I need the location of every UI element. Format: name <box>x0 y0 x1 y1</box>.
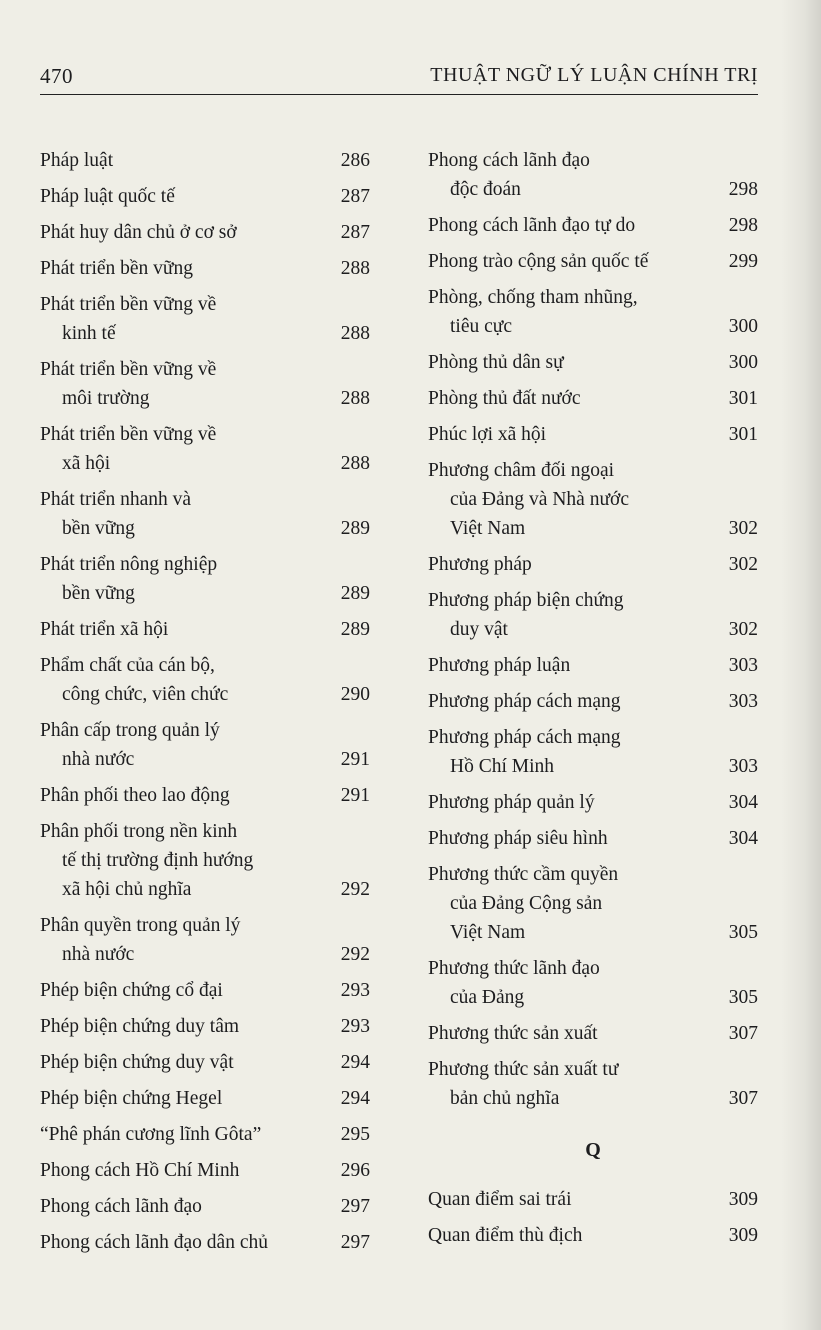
index-entry <box>428 420 758 449</box>
entry-term: Phát triển bền vững về <box>40 424 217 445</box>
entry-term-continuation: bền vững <box>62 583 135 604</box>
entry-term: Phương pháp biện chứng <box>428 590 624 611</box>
entry-page-number: 293 <box>340 1016 370 1037</box>
entry-term: Quan điểm sai trái <box>428 1189 572 1210</box>
entry-term: Phong cách lãnh đạo tự do <box>428 215 636 236</box>
entry-term: Phát triển bền vững về <box>40 294 217 315</box>
index-entry <box>428 954 758 1012</box>
index-entry <box>40 1156 370 1185</box>
index-entry <box>40 976 370 1005</box>
index-entry <box>40 911 370 969</box>
entry-term: Phát triển nông nghiệp <box>40 554 218 575</box>
entry-term: Phương pháp cách mạng <box>428 727 621 748</box>
entry-term: Phương thức sản xuất tư <box>428 1059 619 1080</box>
entry-page-number: 289 <box>340 518 370 539</box>
index-entry <box>428 348 758 377</box>
entry-page-number: 301 <box>728 424 758 445</box>
entry-page-number: 301 <box>728 388 758 409</box>
index-entry <box>428 788 758 817</box>
index-entry <box>428 1221 758 1250</box>
index-entry <box>428 824 758 853</box>
index-column-left <box>40 146 370 1264</box>
entry-page-number: 294 <box>340 1088 370 1109</box>
entry-page-number: 302 <box>728 518 758 539</box>
entry-term: Phong trào cộng sản quốc tế <box>428 251 649 272</box>
entry-term: Phát triển xã hội <box>40 619 169 640</box>
entry-term: Phong cách lãnh đạo <box>428 150 590 171</box>
entry-term: Phép biện chứng duy tâm <box>40 1016 240 1037</box>
page-header <box>40 60 758 95</box>
index-entry <box>428 456 758 543</box>
entry-page-number: 289 <box>340 583 370 604</box>
index-entry <box>428 550 758 579</box>
entry-term: Phân phối trong nền kinh <box>40 821 238 842</box>
entry-page-number: 291 <box>340 785 370 806</box>
entry-term: Phương thức lãnh đạo <box>428 958 600 979</box>
entry-page-number: 307 <box>728 1088 758 1109</box>
index-entry <box>428 1185 758 1214</box>
entry-page-number: 292 <box>340 879 370 900</box>
index-column-right <box>428 146 758 1257</box>
entry-term: Phân phối theo lao động <box>40 785 230 806</box>
entry-page-number: 300 <box>728 316 758 337</box>
entry-term: Phát triển bền vững <box>40 258 194 279</box>
entry-term-continuation: tiêu cực <box>450 316 512 337</box>
entry-term: Phong cách lãnh đạo <box>40 1196 202 1217</box>
entry-term: “Phê phán cương lĩnh Gôta” <box>40 1124 262 1145</box>
entry-term-continuation: xã hội <box>62 453 111 474</box>
entry-term: Phát triển bền vững về <box>40 359 217 380</box>
entry-page-number: 304 <box>728 828 758 849</box>
entry-term: Phương pháp quản lý <box>428 792 595 813</box>
entry-page-number: 307 <box>728 1023 758 1044</box>
entry-term: Pháp luật <box>40 150 114 171</box>
entry-page-number: 288 <box>340 258 370 279</box>
entry-page-number: 297 <box>340 1232 370 1253</box>
index-entry <box>40 355 370 413</box>
entry-term-continuation: bền vững <box>62 518 135 539</box>
entry-term: Phát triển nhanh và <box>40 489 192 510</box>
entry-page-number: 305 <box>728 922 758 943</box>
entry-term: Phương pháp <box>428 554 532 575</box>
entry-page-number: 302 <box>728 554 758 575</box>
entry-term: Phương pháp cách mạng <box>428 691 621 712</box>
entry-term: Phòng thủ đất nước <box>428 388 581 409</box>
entry-term: Phép biện chứng Hegel <box>40 1088 223 1109</box>
entry-page-number: 300 <box>728 352 758 373</box>
running-title: THUẬT NGỮ LÝ LUẬN CHÍNH TRỊ <box>430 64 758 86</box>
entry-term: Phát huy dân chủ ở cơ sở <box>40 222 237 243</box>
entry-page-number: 303 <box>728 756 758 777</box>
entry-page-number: 298 <box>728 215 758 236</box>
entry-term: Phương thức sản xuất <box>428 1023 598 1044</box>
index-entry <box>428 723 758 781</box>
entry-term: Phòng thủ dân sự <box>428 352 564 373</box>
entry-term: Quan điểm thù địch <box>428 1225 583 1246</box>
entry-term-continuation: xã hội chủ nghĩa <box>62 879 192 900</box>
index-entry <box>40 254 370 283</box>
entry-term-continuation: của Đảng và Nhà nước <box>450 489 629 510</box>
entry-page-number: 297 <box>340 1196 370 1217</box>
entry-page-number: 286 <box>340 150 370 171</box>
entry-term: Phân quyền trong quản lý <box>40 915 241 936</box>
index-entry <box>428 247 758 276</box>
entry-page-number: 304 <box>728 792 758 813</box>
entry-term-continuation: Hồ Chí Minh <box>450 756 555 777</box>
entry-page-number: 288 <box>340 323 370 344</box>
entry-term-continuation: độc đoán <box>450 179 521 200</box>
entry-term: Phương châm đối ngoại <box>428 460 615 481</box>
index-entry <box>428 651 758 680</box>
entry-term: Phúc lợi xã hội <box>428 424 547 445</box>
entry-page-number: 309 <box>728 1225 758 1246</box>
entry-page-number: 289 <box>340 619 370 640</box>
index-entry <box>428 384 758 413</box>
entry-page-number: 296 <box>340 1160 370 1181</box>
entry-page-number: 292 <box>340 944 370 965</box>
index-entry <box>40 550 370 608</box>
entry-term: Phép biện chứng duy vật <box>40 1052 234 1073</box>
entry-page-number: 287 <box>340 222 370 243</box>
index-entry <box>40 218 370 247</box>
index-entry <box>40 1012 370 1041</box>
index-entry <box>40 182 370 211</box>
entry-term: Phong cách lãnh đạo dân chủ <box>40 1232 268 1253</box>
entry-page-number: 305 <box>728 987 758 1008</box>
page-edge-shadow <box>781 0 821 1330</box>
index-entry <box>40 781 370 810</box>
index-entry <box>40 146 370 175</box>
index-entry <box>40 651 370 709</box>
index-entry <box>40 1084 370 1113</box>
index-entry <box>40 1120 370 1149</box>
entry-term-continuation: của Đảng Cộng sản <box>450 893 603 914</box>
entry-page-number: 295 <box>340 1124 370 1145</box>
entry-page-number: 299 <box>728 251 758 272</box>
index-entry <box>428 1055 758 1113</box>
section-letter-heading: Q <box>585 1139 601 1161</box>
index-entry <box>428 211 758 240</box>
index-entry <box>428 283 758 341</box>
page-number: 470 <box>40 64 73 88</box>
entry-page-number: 287 <box>340 186 370 207</box>
entry-page-number: 288 <box>340 388 370 409</box>
entry-term: Phương pháp luận <box>428 655 571 676</box>
entry-term-continuation: môi trường <box>62 388 150 409</box>
entry-term: Phân cấp trong quản lý <box>40 720 220 741</box>
entry-term: Phương pháp siêu hình <box>428 828 608 849</box>
entry-term: Phép biện chứng cổ đại <box>40 980 223 1001</box>
entry-term: Phòng, chống tham nhũng, <box>428 287 638 308</box>
index-entry <box>40 817 370 904</box>
entry-page-number: 290 <box>340 684 370 705</box>
entry-page-number: 294 <box>340 1052 370 1073</box>
index-entry <box>428 146 758 204</box>
entry-page-number: 302 <box>728 619 758 640</box>
entry-term: Pháp luật quốc tế <box>40 186 175 207</box>
entry-term: Phong cách Hồ Chí Minh <box>40 1160 240 1181</box>
index-entry <box>428 687 758 716</box>
index-entry <box>40 1228 370 1257</box>
index-entry <box>428 586 758 644</box>
entry-term: Phương thức cầm quyền <box>428 864 619 885</box>
entry-page-number: 291 <box>340 749 370 770</box>
entry-term-continuation: Việt Nam <box>450 518 526 539</box>
entry-term: Phẩm chất của cán bộ, <box>40 655 215 676</box>
entry-term-continuation: của Đảng <box>450 987 525 1008</box>
index-entry <box>428 860 758 947</box>
index-entry <box>40 1192 370 1221</box>
entry-page-number: 293 <box>340 980 370 1001</box>
entry-term-continuation: bản chủ nghĩa <box>450 1088 560 1109</box>
index-entry <box>40 716 370 774</box>
entry-page-number: 309 <box>728 1189 758 1210</box>
index-entry <box>40 1048 370 1077</box>
entry-page-number: 288 <box>340 453 370 474</box>
entry-term-continuation: công chức, viên chức <box>62 684 229 705</box>
index-entry <box>40 420 370 478</box>
entry-page-number: 303 <box>728 655 758 676</box>
entry-page-number: 298 <box>728 179 758 200</box>
index-entry <box>428 1019 758 1048</box>
entry-term-continuation: duy vật <box>450 619 508 640</box>
entry-term-continuation: Việt Nam <box>450 922 526 943</box>
index-entry <box>40 485 370 543</box>
entry-term-continuation: kinh tế <box>62 323 116 344</box>
entry-term-continuation: nhà nước <box>62 749 135 770</box>
index-entry <box>40 290 370 348</box>
entry-term-continuation: tế thị trường định hướng <box>62 850 254 871</box>
entry-term-continuation: nhà nước <box>62 944 135 965</box>
entry-page-number: 303 <box>728 691 758 712</box>
index-entry <box>40 615 370 644</box>
